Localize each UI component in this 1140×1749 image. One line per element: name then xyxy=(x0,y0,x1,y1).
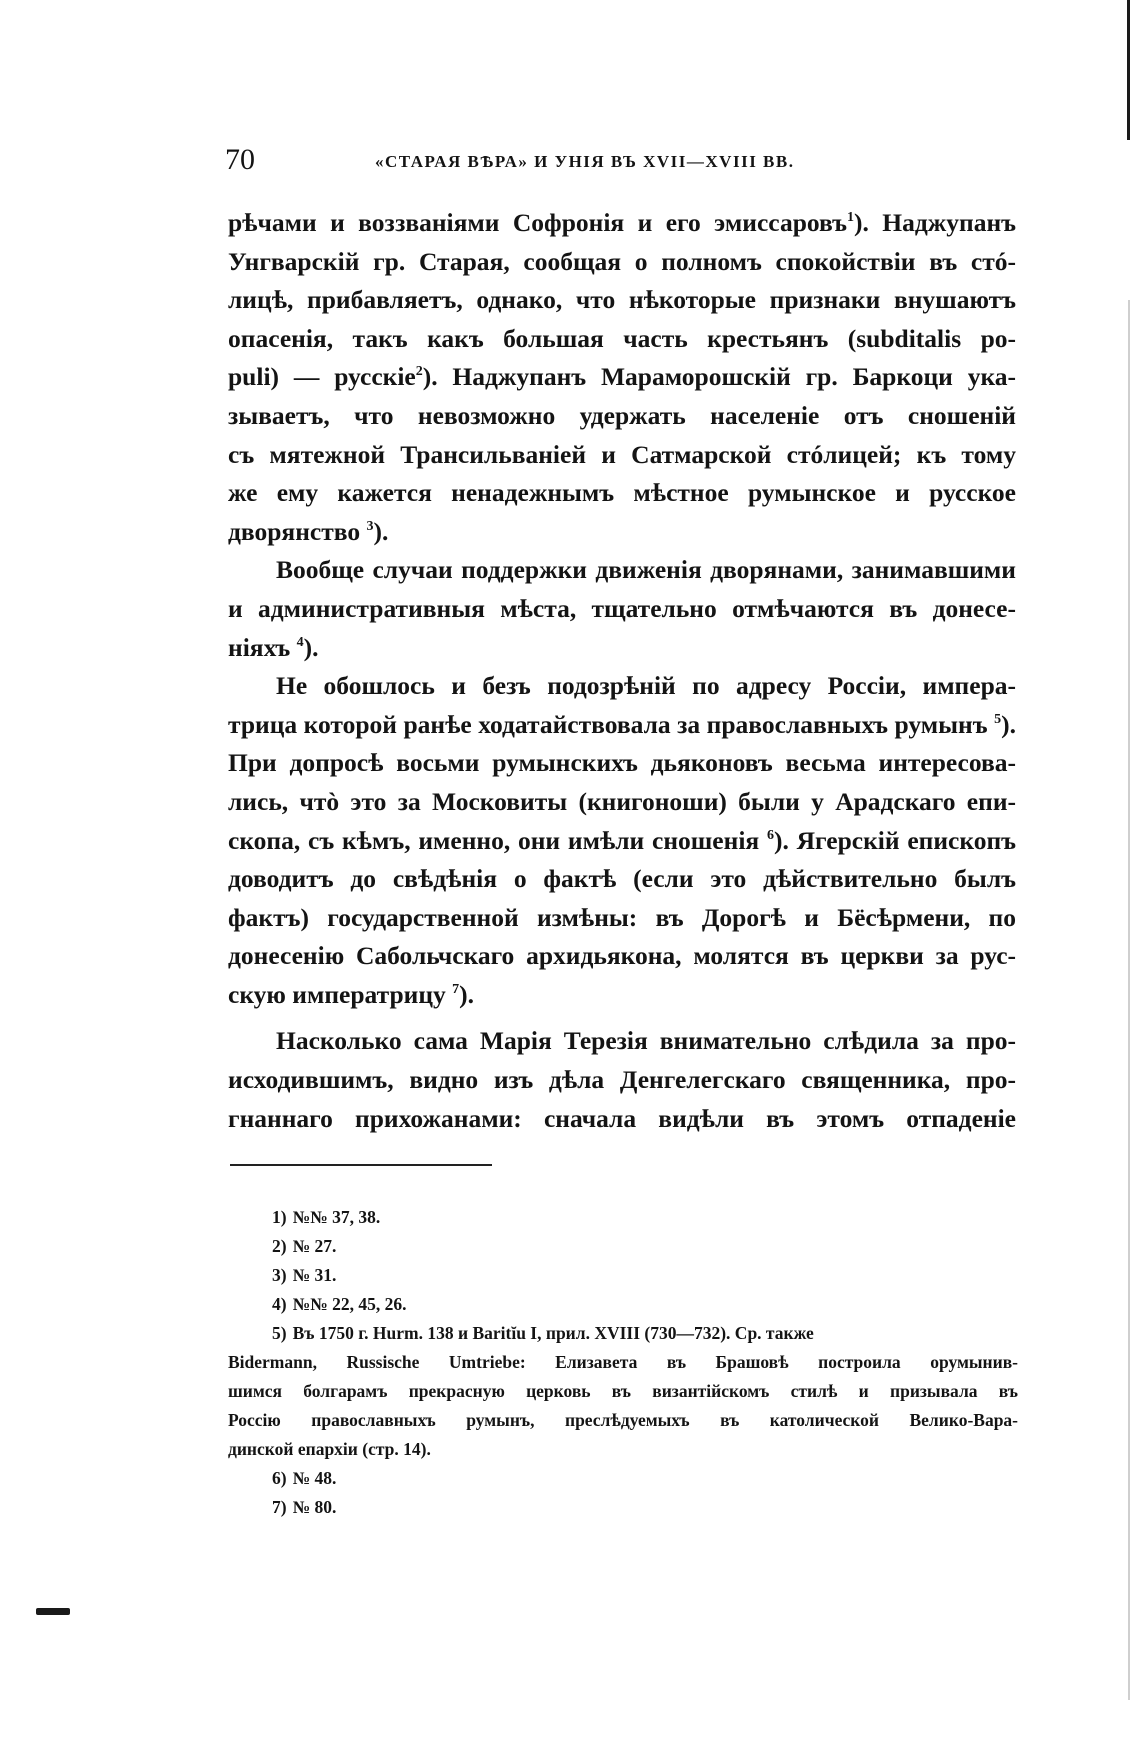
text-line: исходившимъ, видно изъ дѣла Денгелегскаго священника, про- xyxy=(228,1065,1016,1095)
footnote-ref: 2 xyxy=(415,364,423,380)
text-line: гнаннаго прихожанами: сначала видѣли въ этомъ отпаденіе xyxy=(228,1103,1016,1133)
footnote-continuation: шимся болгарамъ прекрасную церковь въ византійскомъ стилѣ и призывала въ xyxy=(228,1381,1018,1401)
text-line: трица которой ранѣе ходатайствовала за православныхъ румынъ $^5$). xyxy=(228,709,1016,739)
scan-artifact xyxy=(36,1608,70,1615)
footnote: 4) №№ 22, 45, 26. xyxy=(272,1294,407,1314)
text-line: Не обошлось и безъ подозрѣній по адресу Россіи, импера- xyxy=(276,671,1016,701)
text-line: зываетъ, что невозможно удержать населеніе отъ сношеній xyxy=(228,400,1016,430)
text-line: ніяхъ $^4$). xyxy=(228,632,319,662)
text-line: и административныя мѣста, тщательно отмѣчаются въ донесе- xyxy=(228,593,1016,623)
text-line: опасенія, такъ какъ большая часть крестьянъ (subditalis po- xyxy=(228,323,1016,353)
text-line: лись, чтò это за Московиты (книгоноши) были у Арадскаго епи- xyxy=(228,786,1016,816)
footnote-ref: 6 xyxy=(766,827,774,843)
footnote-ref: 1 xyxy=(847,210,854,225)
footnote: 7) № 80. xyxy=(272,1497,337,1517)
footnote: 2) № 27. xyxy=(272,1236,337,1256)
footnotes xyxy=(228,1203,1018,1522)
page-header xyxy=(225,143,1015,183)
footnote-continuation: Россію православныхъ румынъ, преслѣдуемыхъ въ католической Велико-Вара- xyxy=(228,1410,1018,1430)
text-line: дворянство $^3$). xyxy=(228,516,389,546)
text-line: съ мятежной Трансильваніей и Сатмарской стóлицей; къ тому xyxy=(228,439,1016,469)
footnote: 6) № 48. xyxy=(272,1468,337,1488)
footnote-continuation: динской епархіи (стр. 14). xyxy=(228,1439,431,1459)
text-line: puli) — русскіе$^2$). Наджупанъ Мараморошскій гр. Баркоци ука- xyxy=(228,362,1016,392)
text-line: лицѣ, прибавляетъ, однако, что нѣкоторые признаки внушаютъ xyxy=(228,285,1016,315)
footnote-ref: 4 xyxy=(296,634,304,650)
text-line: же ему кажется ненадежнымъ мѣстное румынское и русское xyxy=(228,478,1016,508)
page-number: 70 xyxy=(225,143,255,176)
footnote: 1) №№ 37, 38. xyxy=(272,1207,381,1227)
text-line: Унгварскій гр. Старая, сообщая о полномъ спокойствіи въ стó- xyxy=(228,246,1016,276)
main-text xyxy=(228,204,1016,1138)
running-title: «СТАРАЯ ВѢРА» И УНІЯ ВЪ XVII—XVIII ВВ. xyxy=(375,152,795,171)
footnote-ref: 3 xyxy=(366,518,374,534)
text-line: При допросѣ восьми румынскихъ дьяконовъ весьма интересова- xyxy=(228,748,1016,778)
text-line: Насколько сама Марія Терезія внимательно слѣдила за про- xyxy=(276,1026,1016,1056)
footnote-ref: 7 xyxy=(452,981,460,997)
text-line: скопа, съ кѣмъ, именно, они имѣли сношенія $^6$). Ягерскій епископъ xyxy=(228,825,1016,855)
footnote-ref: 5 xyxy=(994,711,1002,727)
text-line: Вообще случаи поддержки движенія дворянами, занимавшими xyxy=(276,555,1016,585)
scan-edge-shadow xyxy=(1128,300,1130,1700)
text-line: фактъ) государственной измѣны: въ Дорогѣ и Бёсѣрмени, по xyxy=(228,902,1016,932)
text-line: доводитъ до свѣдѣнія о фактѣ (если это дѣйствительно былъ xyxy=(228,864,1016,894)
footnote-continuation: Bidermann, Russische Umtriebe: Елизавета въ Брашовѣ построила орумынив- xyxy=(228,1352,1018,1372)
text-line: скую императрицу $^7$). xyxy=(228,979,475,1009)
footnote: 5) Въ 1750 г. Hurm. 138 и Baritĭu I, прил. XVIII (730—732). Ср. также xyxy=(272,1323,814,1343)
scan-edge-mark xyxy=(1127,0,1130,140)
footnote-divider xyxy=(230,1164,492,1166)
text-line: рѣчами и воззваніями Софронія и его эмиссаровъ$^1$). Наджупанъ xyxy=(228,208,1016,237)
footnote: 3) № 31. xyxy=(272,1265,337,1285)
text-line: донесенію Сабольчскаго архидьякона, молятся въ церкви за рус- xyxy=(228,941,1016,971)
